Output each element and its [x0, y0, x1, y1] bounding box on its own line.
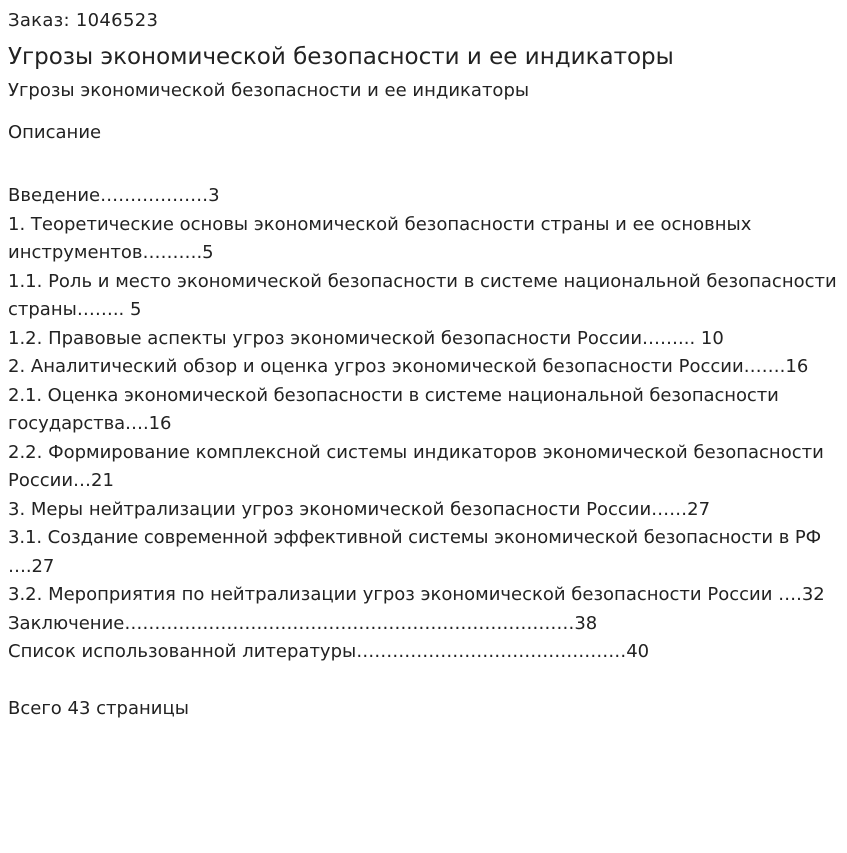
- order-number: Заказ: 1046523: [8, 10, 159, 31]
- toc-item-1: 1. Теоретические основы экономической безопасности страны и ее основных инструментов……….5: [8, 213, 752, 263]
- toc-item-3-2: 3.2. Мероприятия по нейтрализации угроз экономической безопасности России ….32: [8, 584, 825, 605]
- description-heading: Описание: [8, 122, 102, 143]
- table-of-contents: [8, 182, 840, 667]
- toc-item-3: 3. Меры нейтрализации угроз экономической безопасности России……27: [8, 498, 711, 520]
- toc-item-1-2: 1.2. Правовые аспекты угроз экономической безопасности России……... 10: [8, 327, 724, 349]
- total-pages: Всего 43 страницы: [8, 697, 189, 719]
- toc-item-2-1: 2.1. Оценка экономической безопасности в системе национальной безопасности государства….16: [8, 384, 779, 434]
- toc-item-references: Список использованной литературы………………………………………40: [8, 641, 650, 662]
- toc-item-introduction: Введение………………3: [8, 185, 220, 206]
- page-title: Угрозы экономической безопасности и ее индикаторы: [8, 44, 674, 70]
- toc-item-1-1: 1.1. Роль и место экономической безопасности в системе национальной безопасности страны…….. 5: [8, 270, 837, 320]
- toc-item-2: 2. Аналитический обзор и оценка угроз экономической безопасности России…….16: [8, 356, 809, 377]
- toc-item-2-2: 2.2. Формирование комплексной системы индикаторов экономической безопасности России…21: [8, 441, 824, 491]
- toc-item-conclusion: Заключение…………………………………………………………………38: [8, 612, 598, 634]
- toc-item-3-1: 3.1. Создание современной эффективной системы экономической безопасности в РФ ….27: [8, 527, 822, 577]
- page-subtitle: Угрозы экономической безопасности и ее индикаторы: [8, 80, 530, 101]
